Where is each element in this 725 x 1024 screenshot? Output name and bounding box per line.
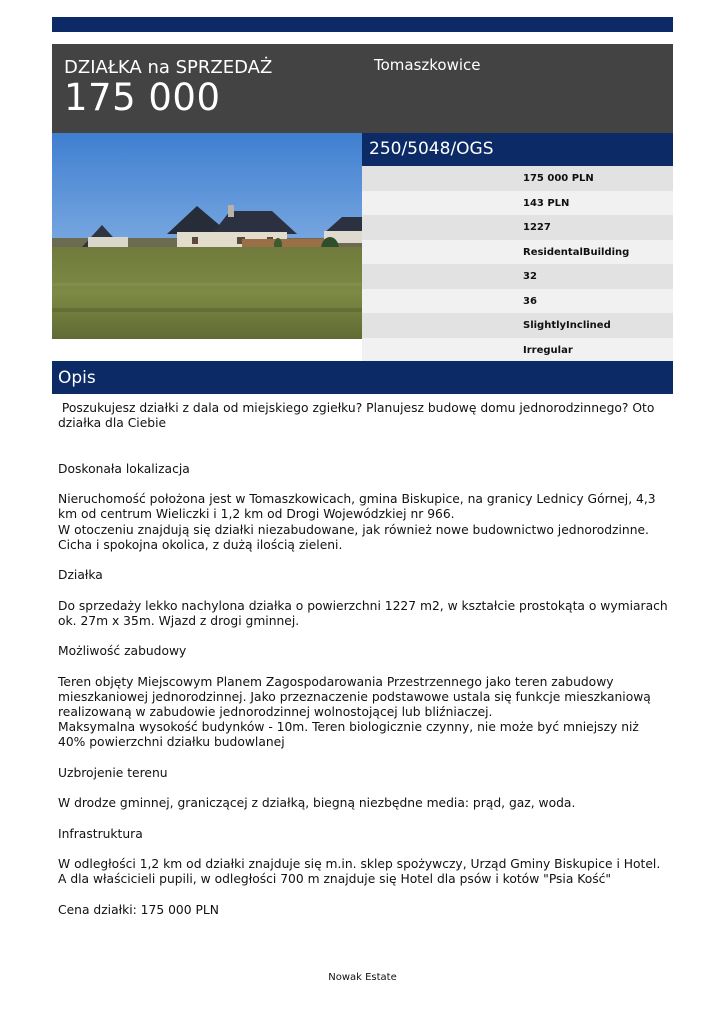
detail-value: 143 PLN [523,197,570,209]
detail-value: 175 000 PLN [523,173,594,184]
footer-agency: Nowak Estate [328,972,397,983]
detail-row [362,313,673,338]
section-title: Opis [58,368,96,388]
paragraph-build: Teren objęty Miejscowym Planem Zagospodarowania Przestrzennego jako teren zabudowy mieszkaniowej jednorodzinnej. Jako przeznaczenie podstawowe ustala się funkcje mieszkaniową realizowaną w zabudowie jednorodzinnej wolnostojącej lub bliźniaczej. Maksymalna wysokość budynków - 10m. Teren biologicznie czynny, nie może być mniejszy niż 40% powierzchni działku budowlanej [58,674,651,750]
detail-value: 1227 [523,222,551,233]
detail-row [362,264,673,289]
property-photo [52,133,362,339]
heading-infrastructure: Infrastruktura [58,826,143,841]
detail-value: Irregular [523,344,573,356]
detail-row [362,191,673,216]
details-table [362,166,673,362]
description-section-bar [52,361,673,394]
listing-city: Tomaszkowice [374,56,481,74]
paragraph-infrastructure: W odległości 1,2 km od działki znajduje się m.in. sklep spożywczy, Urząd Gminy Biskupice i Hotel. A dla właścicieli pupili, w odległości 700 m znajduje się Hotel dla psów i kotów "Psia Kość" [58,856,665,887]
detail-row [362,166,673,191]
description-body [58,401,670,918]
listing-type-label: DZIAŁKA na SPRZEDAŻ [64,57,273,78]
detail-value: SlightlyInclined [523,320,611,331]
top-accent-bar [52,17,673,32]
detail-row [362,240,673,265]
price-line: Cena działki: 175 000 PLN [58,902,219,917]
paragraph-plot: Do sprzedaży lekko nachylona działka o powierzchni 1227 m2, w kształcie prostokąta o wymiarach ok. 27m x 35m. Wjazd z drogi gminnej. [58,598,672,628]
paragraph-location: Nieruchomość położona jest w Tomaszkowicach, gmina Biskupice, na granicy Lednicy Górnej, 4,3 km od centrum Wieliczki i 1,2 km od Drogi Wojewódzkiej nr 966. W otoczeniu znajdują się działki niezabudowane, jak również nowe budownictwo jednorodzinne. Cicha i spokojna okolica, z dużą ilością zieleni. [58,492,656,552]
reference-number: 250/5048/OGS [369,139,494,159]
listing-header [52,44,673,133]
heading-location: Doskonała lokalizacja [58,461,190,476]
detail-row [362,338,673,363]
detail-value: ResidentalBuilding [523,246,630,258]
heading-build: Możliwość zabudowy [58,644,187,659]
detail-row [362,215,673,240]
heading-utilities: Uzbrojenie terenu [58,765,168,780]
detail-value: 36 [523,295,537,307]
description-intro: Poszukujesz działki z dala od miejskiego zgiełku? Planujesz budowę domu jednorodzinnego? Oto działka dla Ciebie [58,401,659,431]
detail-value: 32 [523,271,537,282]
reference-bar [362,133,673,166]
heading-plot: Działka [58,568,103,583]
listing-price: 175 000 [64,76,221,119]
paragraph-utilities: W drodze gminnej, graniczącej z działką, biegną niezbędne media: prąd, gaz, woda. [58,796,576,811]
detail-row [362,289,673,314]
